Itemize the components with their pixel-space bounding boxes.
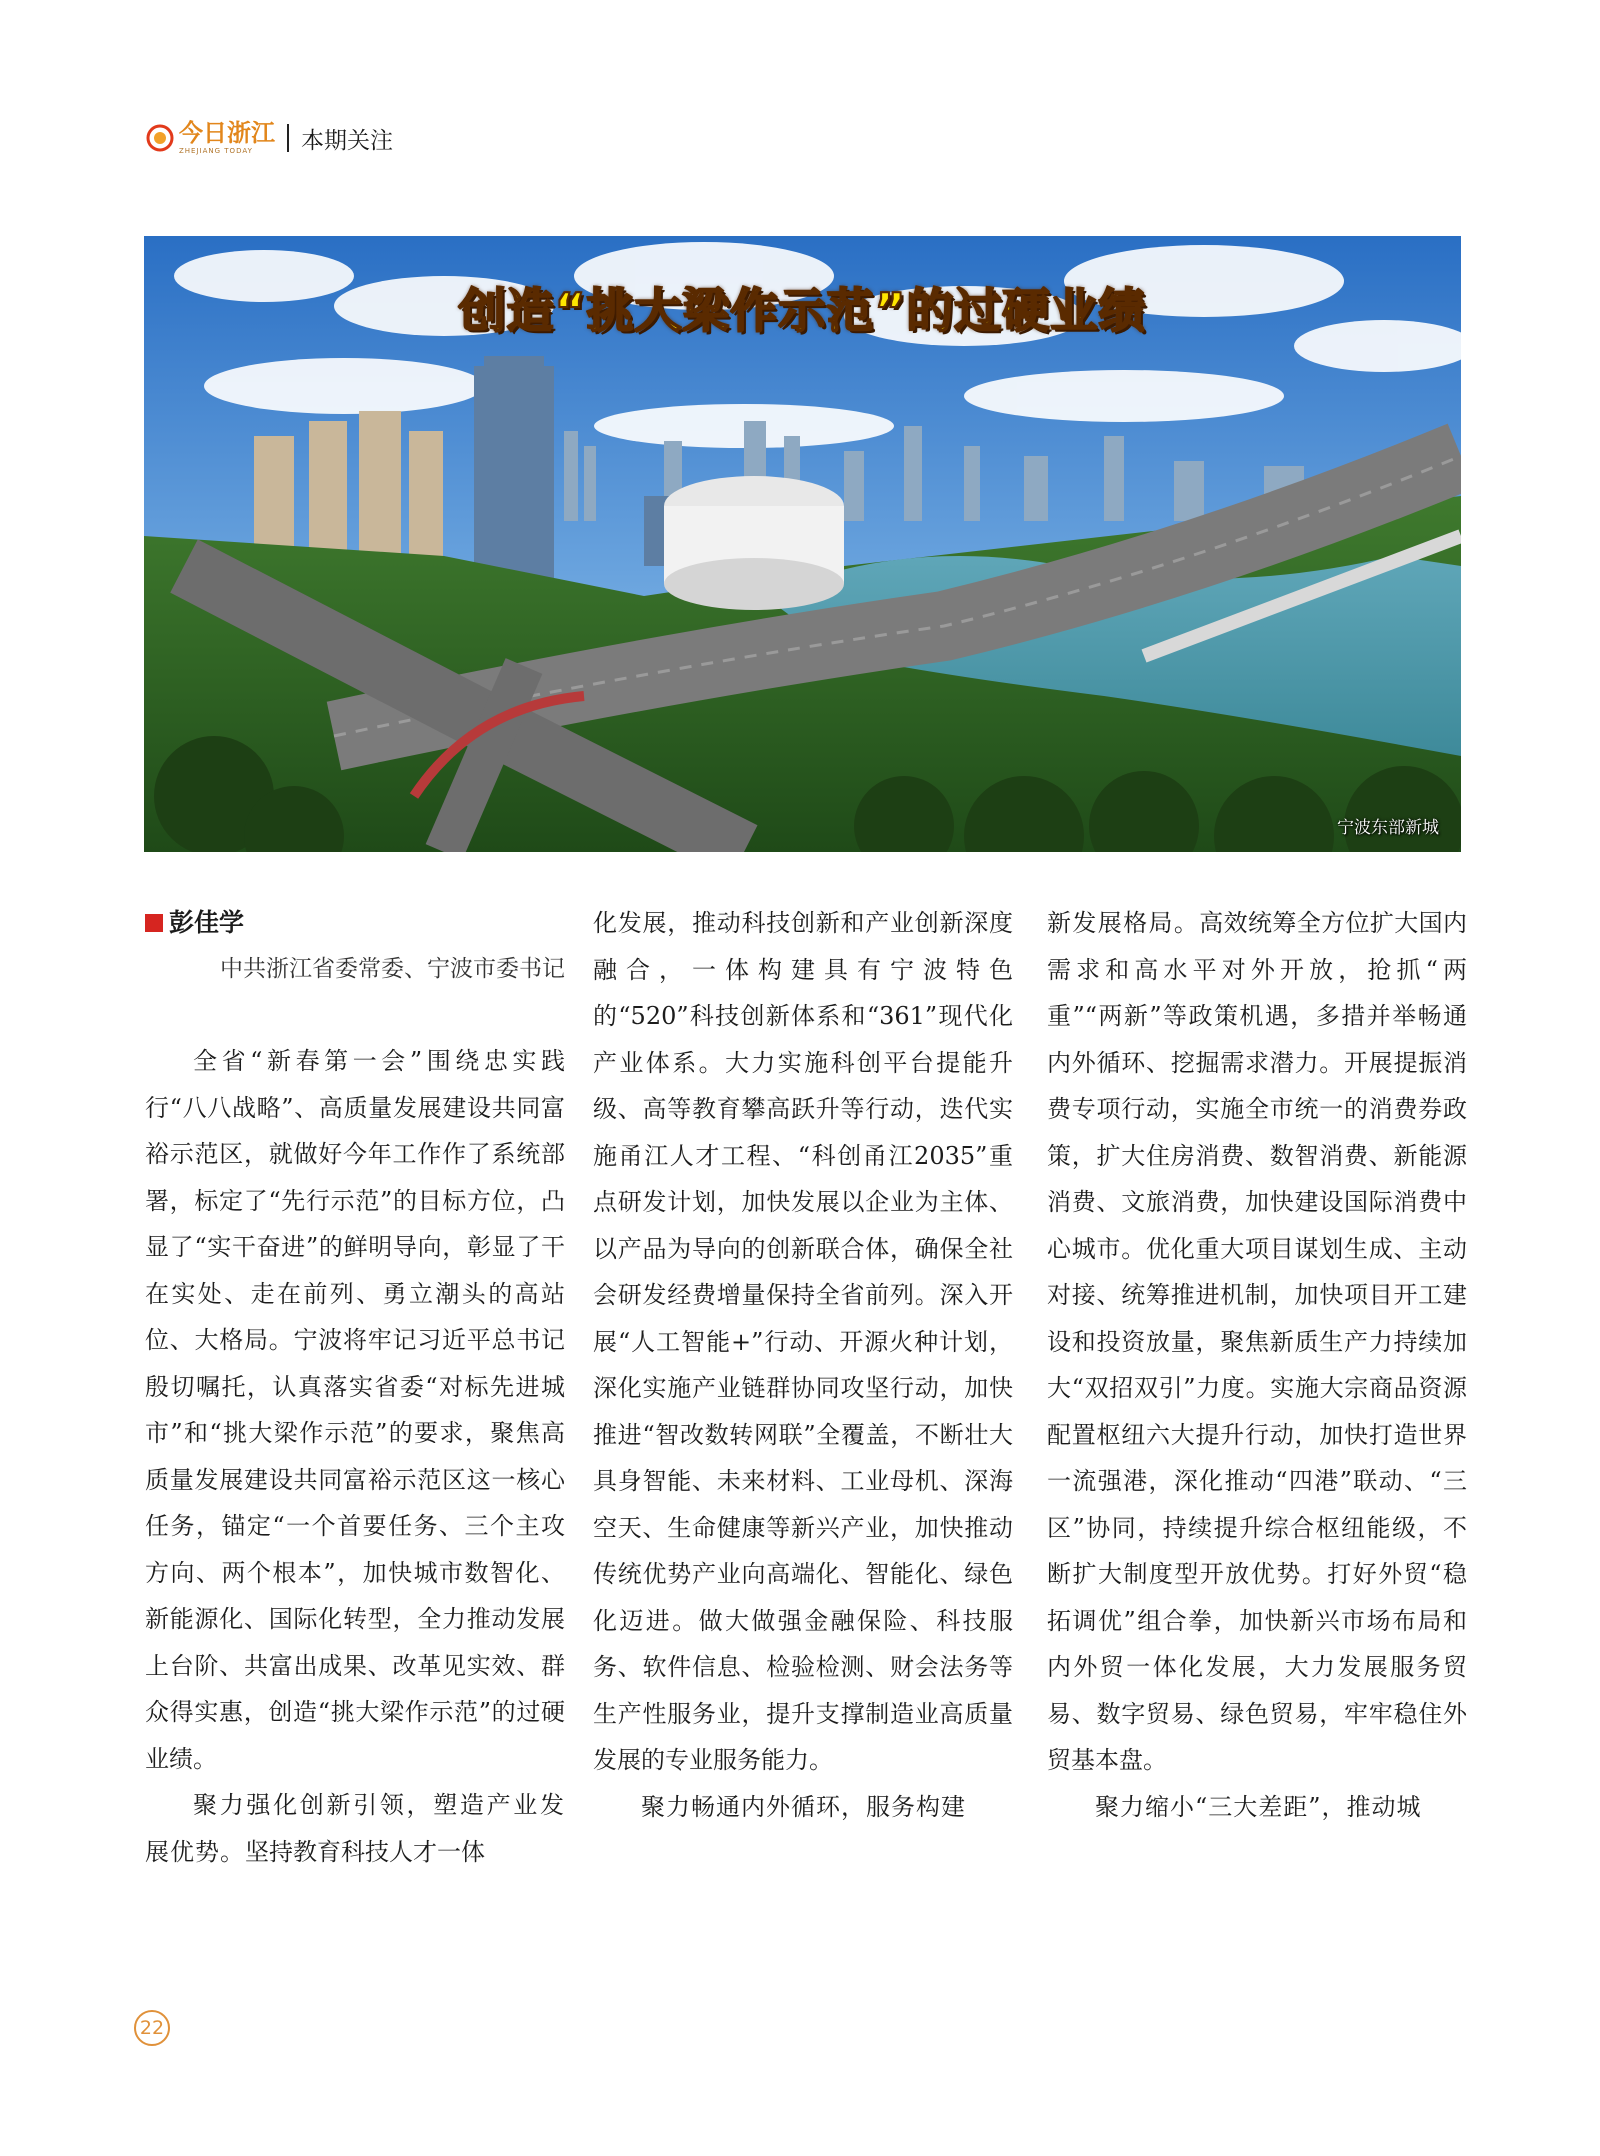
headline: 创造“挑大梁作示范”的过硬业绩 bbox=[458, 284, 1147, 339]
page-number: 22 bbox=[134, 2010, 170, 2046]
logo-text: 今日浙江 bbox=[179, 119, 275, 147]
paragraph-lead: 聚力畅通内外循环，服务构建 bbox=[641, 1792, 966, 1821]
paragraph-lead: 聚力强化创新引领，塑造产业发展优势。 bbox=[145, 1791, 565, 1866]
paragraph: 全省“新春第一会”围绕忠实践行“八八战略”、高质量发展建设共同富裕示范区，就做好今年工作作了系统部署，标定了“先行示范”的目标方位，凸显了“实干奋进”的鲜明导向，彰显了干在实处、走在前列、勇立潮头的高站位、大格局。宁波将牢记习近平总书记殷切嘱托，认真落实省委“对标先进城市”和“挑大梁作示范”的要求，聚焦高质量发展建设共同富裕示范区这一核心任务，锚定“一个首要任务、三个主攻方向、两个根本”，加快城市数智化、新能源化、国际化转型，全力推动发展上台阶、共富出成果、改革见实效、群众得实惠，创造“挑大梁作示范”的过硬业绩。 bbox=[145, 1047, 565, 1773]
author-line bbox=[145, 900, 565, 946]
magazine-logo bbox=[145, 121, 275, 155]
photo-caption: 宁波东部新城 bbox=[1337, 818, 1439, 838]
text-column-3 bbox=[1047, 900, 1467, 1830]
round-building bbox=[664, 476, 844, 610]
paragraph-text: 高效统筹全方位扩大国内需求和高水平对外开放，抢抓“两重”“两新”等政策机遇，多措并举畅通内外循环、挖掘需求潜力。开展提振消费专项行动，实施全市统一的消费券政策，扩大住房消费、数智消费、新能源消费、文旅消费，加快建设国际消费中心城市。优化重大项目谋划生成、主动对接、统筹推进机制，加快项目开工建设和投资放量，聚焦新质生产力持续加大“双招双引”力度。实施大宗商品资源配置枢纽六大提升行动，加快打造世界一流强港，深化推动“四港”联动、“三区”协同，持续提升综合枢纽能级，不断扩大制度型开放优势。打好外贸“稳拓调优”组合拳，加快新兴市场布局和内外贸一体化发展，大力发展服务贸易、数字贸易、绿色贸易，牢牢稳住外贸基本盘。 bbox=[1047, 909, 1467, 1774]
page-header bbox=[145, 118, 393, 158]
author-title: 中共浙江省委常委、宁波市委书记 bbox=[220, 956, 565, 982]
section-label: 本期关注 bbox=[301, 127, 393, 154]
text-column-2 bbox=[593, 900, 1013, 1830]
paragraph-lead: 聚力缩小“三大差距”，推动城 bbox=[1095, 1792, 1422, 1821]
text-column-1 bbox=[145, 900, 565, 1875]
logo-subtext: ZHEJIANG TODAY bbox=[179, 147, 253, 155]
paragraph-text: 坚持教育科技人才一体 bbox=[245, 1837, 485, 1866]
paragraph: 化发展，推动科技创新和产业创新深度融合，一体构建具有宁波特色的“520”科技创新体系和“361”现代化产业体系。大力实施科创平台提能升级、高等教育攀高跃升等行动，迭代实施甬江人才工程、“科创甬江2035”重点研发计划，加快发展以企业为主体、以产品为导向的创新联合体，确保全社会研发经费增量保持全省前列。深入开展“人工智能+”行动、开源火种计划，深化实施产业链群协同攻坚行动，加快推进“智改数转网联”全覆盖，不断壮大具身智能、未来材料、工业母机、深海空天、生命健康等新兴产业，加快推动传统优势产业向高端化、智能化、绿色化迈进。做大做强金融保险、科技服务、软件信息、检验检测、财会法务等生产性服务业，提升支撑制造业高质量发展的专业服务能力。 bbox=[593, 909, 1013, 1774]
red-square-marker bbox=[145, 914, 163, 932]
paragraph bbox=[1047, 900, 1467, 1784]
hero-photo bbox=[144, 236, 1461, 852]
paragraph bbox=[145, 1782, 565, 1875]
sun-logo-icon bbox=[145, 123, 175, 153]
author-name: 彭佳学 bbox=[169, 908, 245, 937]
paragraph-lead: 新发展格局。 bbox=[1047, 909, 1200, 937]
header-divider bbox=[287, 124, 289, 152]
